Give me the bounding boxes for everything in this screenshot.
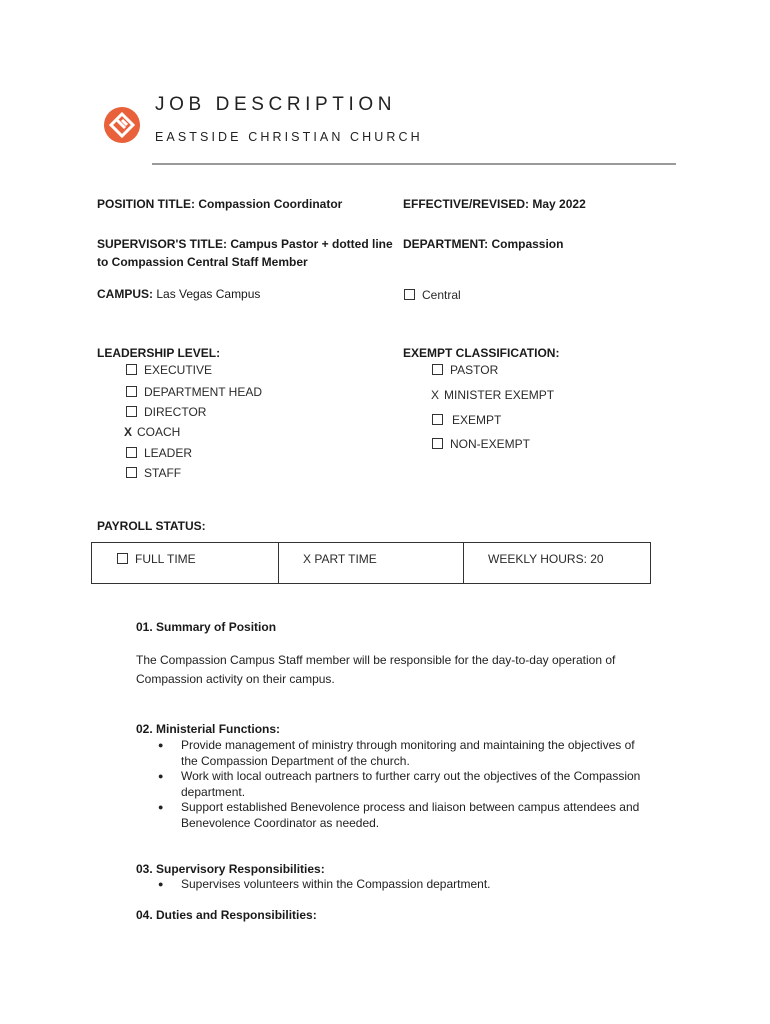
leadership-option-executive[interactable] <box>126 363 212 377</box>
leadership-option-director[interactable] <box>126 405 206 419</box>
list-item <box>136 800 696 831</box>
checkbox-icon <box>432 438 443 449</box>
supervisor-title-line-2: to Compassion Central Staff Member <box>97 255 308 269</box>
exempt-option-exempt[interactable] <box>432 413 501 427</box>
leadership-option-leader[interactable] <box>126 446 192 460</box>
leadership-option-label: COACH <box>137 425 181 439</box>
campus-field <box>97 286 260 303</box>
section-ministerial-heading: 02. Ministerial Functions: <box>136 722 281 736</box>
checked-x-icon: X <box>431 388 440 402</box>
part-time-label: X PART TIME <box>303 552 377 566</box>
weekly-hours-label: WEEKLY HOURS: 20 <box>488 552 604 566</box>
exempt-option-label: NON-EXEMPT <box>450 437 531 451</box>
leadership-level-label: LEADERSHIP LEVEL: <box>97 346 221 360</box>
leadership-option-label: STAFF <box>144 466 182 480</box>
supervisory-list <box>136 877 696 893</box>
organization-name: EASTSIDE CHRISTIAN CHURCH <box>155 130 423 144</box>
section-duties-heading: 04. Duties and Responsibilities: <box>136 908 317 922</box>
central-option-label: Central <box>422 288 461 302</box>
position-title-label: POSITION TITLE: <box>97 197 195 211</box>
church-logo <box>104 107 140 143</box>
checkbox-icon <box>126 364 137 375</box>
campus-label: CAMPUS: <box>97 287 153 301</box>
list-item-line: the Compassion Department of the church. <box>181 753 410 768</box>
campus-value: Las Vegas Campus <box>156 287 261 301</box>
checkbox-icon <box>404 289 415 300</box>
list-item-line: department. <box>181 784 246 799</box>
checkbox-icon <box>126 386 137 397</box>
checkbox-icon <box>117 553 128 564</box>
exempt-option-label: EXEMPT <box>452 413 502 427</box>
payroll-weekly-hours-cell <box>463 543 650 583</box>
payroll-part-time-cell[interactable] <box>278 543 463 583</box>
position-title-field <box>97 196 342 213</box>
checkbox-icon <box>432 414 443 425</box>
leadership-option-label: DIRECTOR <box>144 405 207 419</box>
section-summary-heading: 01. Summary of Position <box>136 620 277 634</box>
list-item-line: Benevolence Coordinator as needed. <box>181 815 380 830</box>
exempt-option-label: PASTOR <box>450 363 499 377</box>
exempt-option-label: MINISTER EXEMPT <box>444 388 555 402</box>
checkbox-icon <box>432 364 443 375</box>
list-item-line: ● Support established Benevolence process and liaison between campus attendees and <box>181 800 640 814</box>
central-option[interactable] <box>404 288 461 302</box>
effective-field <box>403 196 586 213</box>
list-item-line: ● Provide management of ministry through monitoring and maintaining the objectives of <box>181 738 635 752</box>
exempt-classification-label: EXEMPT CLASSIFICATION: <box>403 346 560 360</box>
page-title: JOB DESCRIPTION <box>155 94 397 115</box>
leadership-option-label: LEADER <box>144 446 193 460</box>
section-summary-text: The Compassion Campus Staff member will be responsible for the day-to-day operation of Compassion activity on their campus. <box>136 653 616 686</box>
section-supervisory-heading: 03. Supervisory Responsibilities: <box>136 862 325 876</box>
position-title-value: Compassion Coordinator <box>198 197 343 211</box>
full-time-label: FULL TIME <box>135 552 196 566</box>
leadership-option-label: DEPARTMENT HEAD <box>144 385 263 399</box>
department-value: Compassion <box>491 237 564 251</box>
exempt-option-minister-exempt[interactable] <box>431 388 554 402</box>
leadership-option-coach[interactable] <box>124 425 180 439</box>
department-label: DEPARTMENT: <box>403 237 489 251</box>
list-item <box>136 769 696 800</box>
leadership-option-department-head[interactable] <box>126 385 262 399</box>
list-item <box>136 877 696 893</box>
department-field <box>403 236 563 253</box>
payroll-status-label: PAYROLL STATUS: <box>97 519 206 533</box>
checkbox-icon <box>126 447 137 458</box>
leadership-option-label: EXECUTIVE <box>144 363 213 377</box>
effective-value: May 2022 <box>532 197 586 211</box>
checkbox-icon <box>126 406 137 417</box>
list-item-line: ● Work with local outreach partners to further carry out the objectives of the Compassion <box>181 769 641 783</box>
exempt-option-pastor[interactable] <box>432 363 498 377</box>
payroll-status-table <box>91 542 651 584</box>
list-item <box>136 738 696 769</box>
list-item-line: ● Supervises volunteers within the Compassion department. <box>181 877 491 891</box>
header-divider <box>152 163 676 165</box>
checkbox-icon <box>126 467 137 478</box>
effective-label: EFFECTIVE/REVISED: <box>403 197 530 211</box>
payroll-full-time-cell[interactable] <box>92 543 278 583</box>
ministerial-functions-list <box>136 738 696 831</box>
leadership-option-staff[interactable] <box>126 466 181 480</box>
supervisor-title-line-1: SUPERVISOR'S TITLE: Campus Pastor + dotted line <box>97 237 393 251</box>
checked-x-icon: X <box>124 425 133 439</box>
exempt-option-non-exempt[interactable] <box>432 437 530 451</box>
